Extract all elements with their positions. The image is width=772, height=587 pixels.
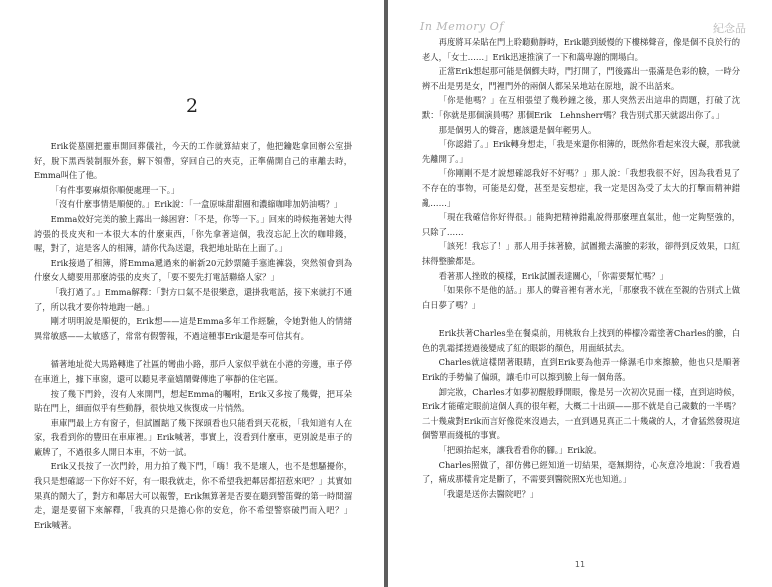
chapter-number: 2 <box>185 95 199 117</box>
paragraph: Emma姣好完美的臉上露出一絲困窘：「不是，你等一下。」回來的時候拖著她大得誇張的長皮夾和一本很大本的什麼東西，「你先拿著這個，我沒忘記上次的咖啡錢，喔，對了，這是客人的相簿，請你代為送還，我把地址貼在上面了。」 <box>34 213 352 254</box>
paragraph: 「我還是送你去醫院吧？」 <box>438 488 539 499</box>
paragraph: Charles就這樣閉著眼睛，直到Erik要為他弄一條濕毛巾來擦臉，他也只是順著Erik的手勢偏了偏頭，讓毛巾可以擦到臉上每一個角落。 <box>422 357 740 383</box>
left-page-body <box>34 139 352 532</box>
running-header-title-cn: 紀念品 <box>713 22 746 35</box>
paragraph: 那是個男人的聲音，應該還是個年輕男人。 <box>438 124 597 135</box>
paragraph: 「該死！我忘了！」那人用手抹著臉，試圖搬去滿臉的彩妝，卻得到反效果，口紅抹得整臉都是。 <box>422 241 740 266</box>
paragraph: 車庫門最上方有窗子，但試圖踮了幾下探頭看也只能看到天花板，「我知道有人在家，我看到你的豐田在車庫裡。」Erik喊著，事實上，沒看到什麼車，更別說是車子的廠牌了，不過很多人開日本車，不妨一試。 <box>34 417 352 457</box>
paragraph: Charles照做了，卻仿佛已經知道一切結果，毫無期待，心灰意冷地說：「我看過了，痛成那樣肯定是斷了，不需要到醫院照X光也知道。」 <box>422 459 740 485</box>
paragraph: 「你剛剛不是才說想確認我好不好嗎？」那人說：「我想我很不好，因為我看見了不存在的事物，可能是幻覺，甚至是妄想症，我一定是因為受了太大的打擊而精神錯亂……」 <box>422 168 740 208</box>
paragraph: 「現在我確信你好得很。」能夠把精神錯亂說得那麼理直氣壯，他一定夠堅強的，只除了…… <box>422 212 740 237</box>
right-page-body <box>422 35 740 501</box>
paragraph: Erik扶著Charles坐在餐桌前，用桃妝台上找到的棒檬冷霜塗著Charles的臉，白色的乳霜揉搓過後變成了紅的眼影的顏色，用面紙拭去。 <box>422 328 740 353</box>
paragraph: 正當Erik想起那可能是個鰥夫時，門打開了，門後露出一張滿是色彩的臉，一時分辨不出是男是女，門裡門外的兩個人都呆呆地站在原地，說不出話來。 <box>422 66 740 91</box>
paragraph: 剛才明明說是順便的，Erik想——這是Emma多年工作經驗，令她對他人的情緒異常敏感——太敏感了，常常有假警報，不過這種事Erik還是奉可信其有。 <box>34 316 352 341</box>
running-header-title: In Memory Of <box>420 20 504 33</box>
paragraph: 「有件事要麻煩你順便處理一下。」 <box>50 184 180 195</box>
paragraph: 「把頭抬起來，讓我看看你的腳。」Erik說。 <box>438 445 602 456</box>
left-page <box>0 0 384 587</box>
paragraph: Erik又長按了一次門鈴，用力拍了幾下門，「嗨！我不是壞人，也不是想騷擾你，我只是想確認一下你好不好，有一眼我就走，你不希望我把鄰居都招惹來吧？」其實如果真的鬧大了，對方和鄰居大可以報警，Erik無算著是否要在聽到警笛聲的第一時間溜走，還是要留下來解釋，「我真的只是擔心你的安危，你不希望警察破門而入吧？」Erik喊著。 <box>34 461 352 530</box>
paragraph: 按了幾下門鈴，沒有人來開門，想起Emma的囑咐，Erik又多按了幾聲，把耳朵貼在門上，細面似乎有些動靜，很快地又恢復成一片悄然。 <box>34 388 352 414</box>
right-page <box>388 0 772 587</box>
page-number: 11 <box>574 560 586 569</box>
paragraph: 卸完妝，Charles才如夢初醒般睜開眼，像是另一次初次見面一樣，直到這時候，Erik才能確定眼前這個人真的很年輕，大概二十出頭——那不就是自己歲數的一半嗎？二十幾歲對Erik而言好像從來沒過去，一直到遇見真正二十幾歲的人，才會猛然發現這個警單而綫柢的事實。 <box>422 386 740 441</box>
paragraph: 循著地址從大馬路轉進了社區的彎曲小路，那戶人家似乎就在小港的旁邊，車子停在車道上，據下車窗，還可以聽見孝童嬉鬧聲傳進了寧靜的住宅區。 <box>34 359 352 384</box>
paragraph: 再度將耳朵貼在門上聆聽動靜時，Erik聽到緩慢的下樓梯聲音，像是個不良於行的老人，「女士……」Erik迅速推演了一下和藹卑謝的開場白。 <box>422 37 740 62</box>
paragraph: 「我打過了。」Emma解釋：「對方口氣不是很樂意，還掛我電話，接下來就打不通了，所以我才要你特地跑一趟。」 <box>34 286 352 312</box>
paragraph: 「你認錯了。」Erik轉身想走，「我是來還你相簿的，既然你看起來沒大礙，那我就先離開了。」 <box>422 139 740 164</box>
paragraph: Erik接過了相簿，將Emma遞過來的嶄新20元鈔票隨手塞進褲袋，突然領會到為什麼女人總要用那麼誇張的皮夾了，「要不要先打電話聯絡人家？」 <box>34 257 352 283</box>
paragraph: 看著那人挫敗的模樣，Erik試圖表達關心，「你需要幫忙嗎？」 <box>438 270 668 281</box>
paragraph: Erik從墓園把靈車開回葬儀社，今天的工作就算結束了，他把鑰匙拿回辦公室掛好，脫下黑西裝制服外套，解下領帶，穿回自己的夾克，正準備開自己的車離去時，Emma叫住了他。 <box>34 141 352 181</box>
paragraph: 「沒有什麼事情是順便的。」Erik說：「一盒原味甜甜圈和濃縮咖啡加奶油嗎？」 <box>50 199 343 210</box>
paragraph: 「你是他嗎？」在互相張望了幾秒鐘之後，那人突然丟出這串的問題，打破了沈默：「你就是那個演員嗎？那個Erik Lehnsherr嗎？我告別式那天就認出你了。」 <box>422 95 740 120</box>
paragraph: 「如果你不是他的話。」那人的聲音裡有著水光，「那麼我不就在至親的告別式上做白日夢了嗎？」 <box>422 285 740 310</box>
